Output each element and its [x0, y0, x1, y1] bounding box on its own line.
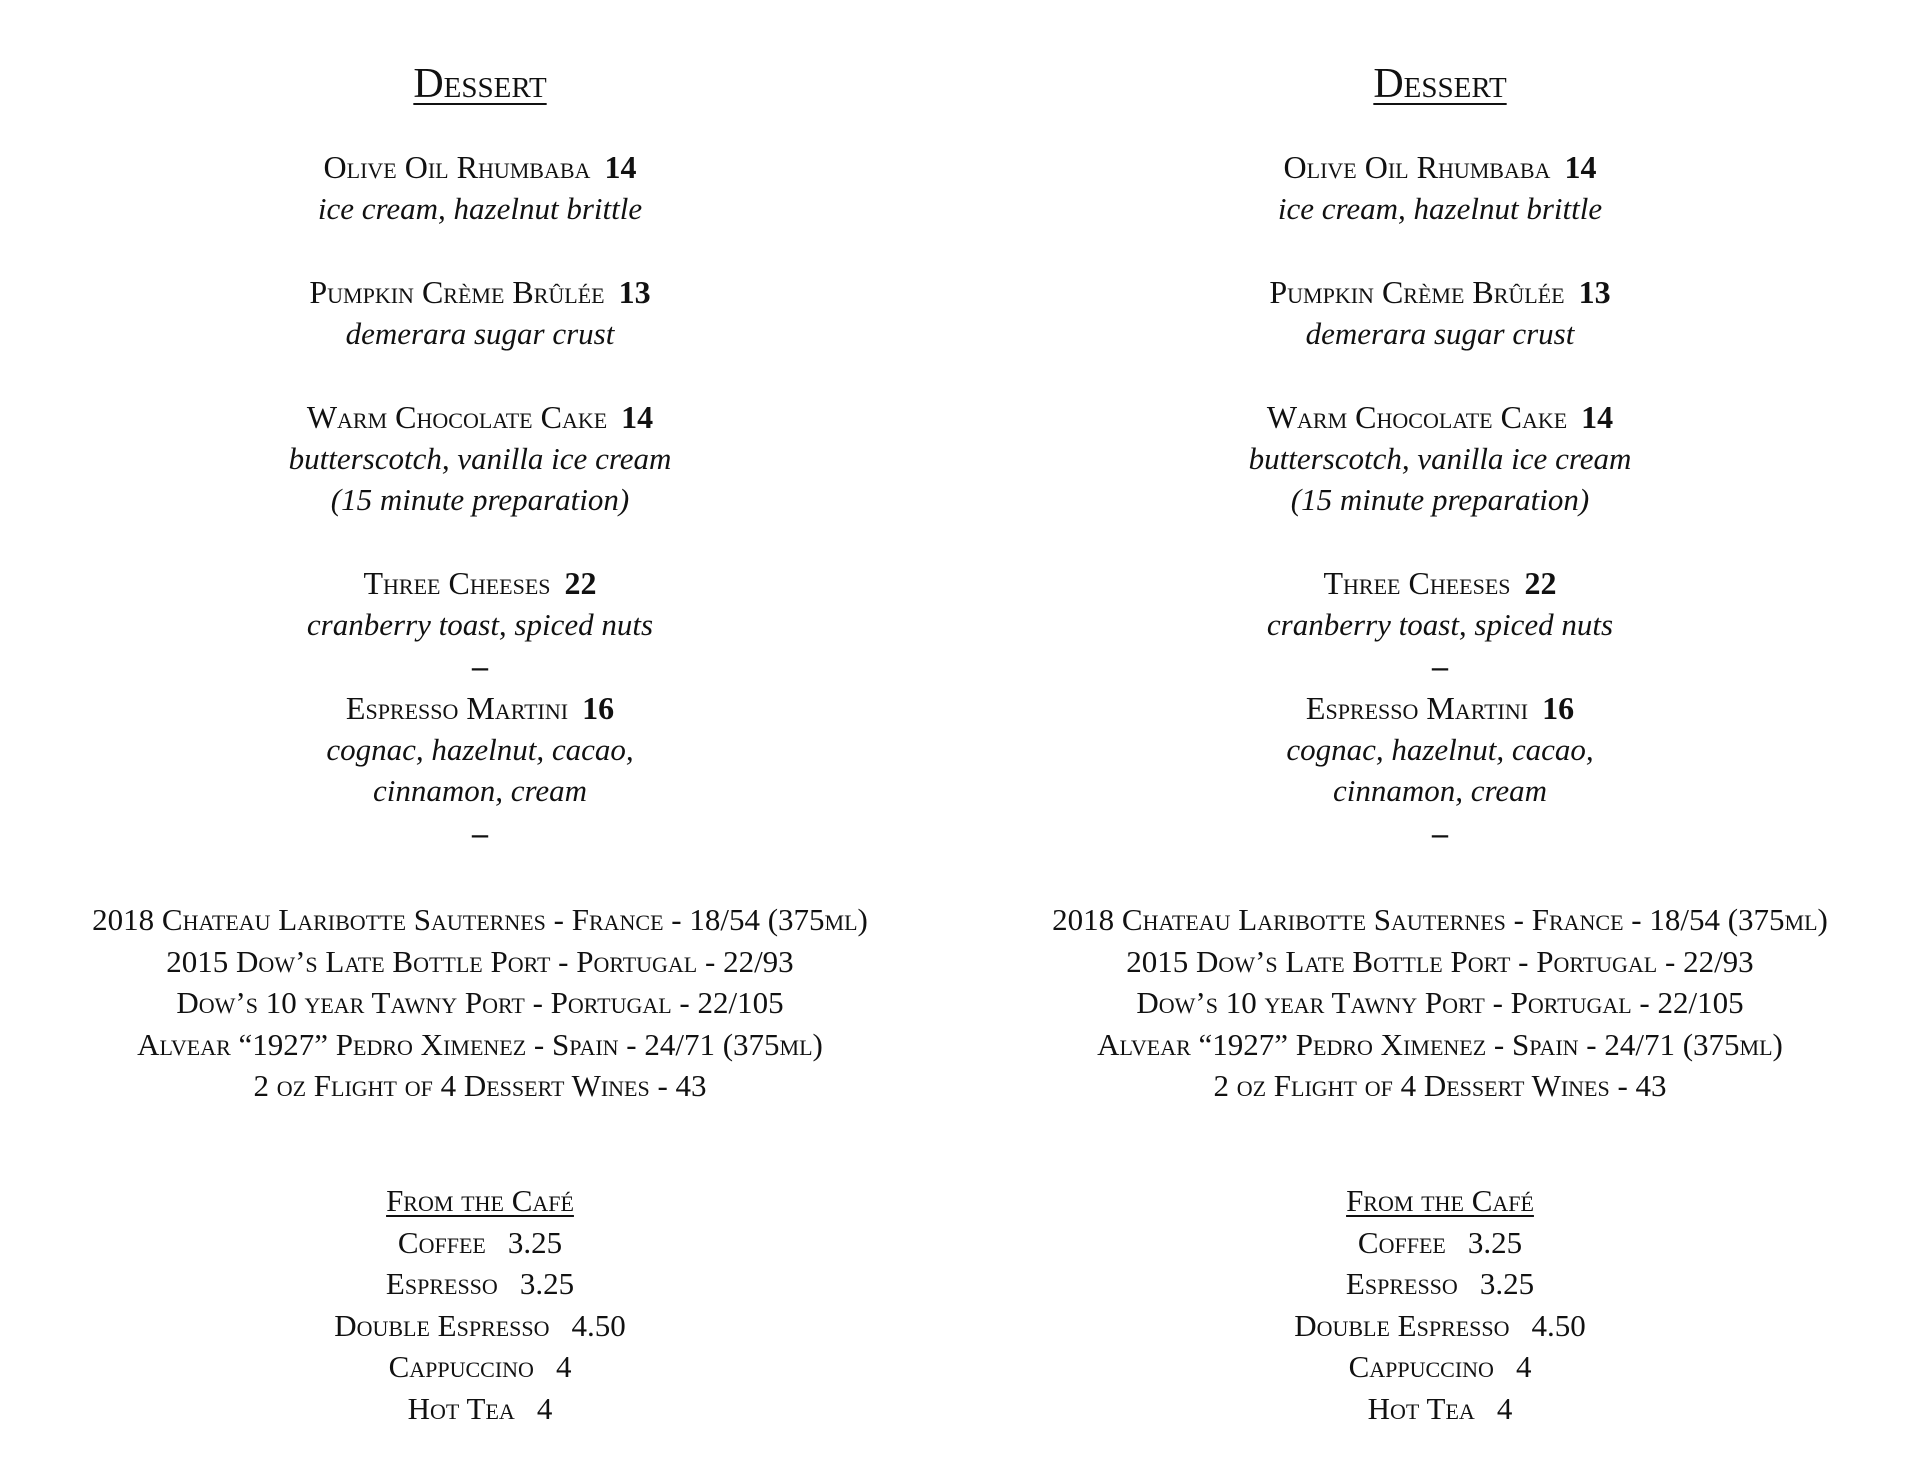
- cafe-section: [960, 1180, 1920, 1429]
- dish-item: [0, 562, 960, 645]
- dish-name: Three Cheeses: [1323, 565, 1511, 601]
- dish-item: [960, 146, 1920, 229]
- dish-description: cinnamon, cream: [372, 773, 588, 808]
- wine-item: 2 oz Flight of 4 Dessert Wines - 43: [253, 1068, 707, 1103]
- dish-price: 14: [1581, 399, 1614, 435]
- cafe-item: [0, 1346, 960, 1388]
- cafe-item: [0, 1305, 960, 1347]
- cafe-item: [960, 1222, 1920, 1264]
- separator-dash: –: [1432, 648, 1448, 684]
- dish-price: 13: [1578, 274, 1611, 310]
- dish-name: Pumpkin Crème Brûlée: [309, 274, 605, 310]
- cafe-item-price: 3.25: [519, 1266, 575, 1301]
- menu-page-right: [960, 0, 1920, 1484]
- cafe-item-name: Espresso: [385, 1266, 498, 1301]
- wine-item: 2018 Chateau Laribotte Sauternes - France - 18/54 (375ml): [1052, 902, 1828, 937]
- cafe-item-price: 4: [1496, 1390, 1513, 1426]
- dish-name: Warm Chocolate Cake: [306, 399, 608, 435]
- dish-price: 16: [1542, 690, 1575, 726]
- wine-item: 2015 Dow’s Late Bottle Port - Portugal - 22/93: [166, 943, 794, 979]
- cafe-item-name: Coffee: [397, 1224, 486, 1260]
- dish-price: 14: [1564, 149, 1597, 185]
- dessert-wine-list: [960, 899, 1920, 1107]
- cafe-item-name: Cappuccino: [1348, 1349, 1494, 1384]
- cafe-item: [960, 1388, 1920, 1430]
- cafe-title: From the Café: [386, 1183, 574, 1218]
- menu-title: Dessert: [1373, 61, 1507, 107]
- cafe-item: [0, 1263, 960, 1305]
- cafe-item-price: 4.50: [571, 1307, 626, 1343]
- dish-name: Olive Oil Rhumbaba: [1283, 149, 1551, 185]
- wine-item: 2015 Dow’s Late Bottle Port - Portugal - 22/93: [1126, 943, 1754, 979]
- dish-item: [960, 396, 1920, 520]
- cafe-item-price: 3.25: [1479, 1266, 1535, 1301]
- cafe-item-name: Hot Tea: [407, 1390, 515, 1426]
- dish-description: butterscotch, vanilla ice cream: [288, 441, 672, 476]
- wine-item: Dow’s 10 year Tawny Port - Portugal - 22/105: [1136, 985, 1744, 1020]
- dish-description: demerara sugar crust: [345, 316, 615, 351]
- dish-price: 16: [582, 690, 615, 726]
- cafe-item-price: 4: [536, 1390, 553, 1426]
- dish-description: cranberry toast, spiced nuts: [306, 607, 654, 642]
- cafe-item-name: Double Espresso: [1294, 1307, 1510, 1343]
- dish-price: 22: [1524, 565, 1557, 601]
- wine-item: Dow’s 10 year Tawny Port - Portugal - 22/105: [176, 985, 784, 1020]
- cafe-item-price: 4.50: [1531, 1307, 1586, 1343]
- separator-dash: –: [1432, 815, 1448, 851]
- cafe-item-price: 4: [1515, 1349, 1532, 1384]
- dish-name: Three Cheeses: [363, 565, 551, 601]
- cafe-item-price: 3.25: [507, 1224, 563, 1260]
- cafe-item-name: Coffee: [1357, 1224, 1446, 1260]
- dish-name: Warm Chocolate Cake: [1266, 399, 1568, 435]
- wine-item: 2018 Chateau Laribotte Sauternes - France - 18/54 (375ml): [92, 902, 868, 937]
- dish-item: [0, 396, 960, 520]
- cafe-section: [0, 1180, 960, 1429]
- cafe-item: [960, 1346, 1920, 1388]
- dish-description: ice cream, hazelnut brittle: [317, 191, 643, 226]
- dish-description: cinnamon, cream: [1332, 773, 1548, 808]
- dish-item: [0, 271, 960, 354]
- dish-item: [960, 687, 1920, 811]
- cafe-item-name: Hot Tea: [1367, 1390, 1475, 1426]
- cafe-item-name: Espresso: [1345, 1266, 1458, 1301]
- wine-item: 2 oz Flight of 4 Dessert Wines - 43: [1213, 1068, 1667, 1103]
- dish-price: 13: [618, 274, 651, 310]
- dish-name: Olive Oil Rhumbaba: [323, 149, 591, 185]
- cafe-item-name: Double Espresso: [334, 1307, 550, 1343]
- cafe-item: [960, 1305, 1920, 1347]
- menu-title: Dessert: [413, 61, 547, 107]
- dish-description: butterscotch, vanilla ice cream: [1248, 441, 1632, 476]
- cafe-item-price: 3.25: [1467, 1224, 1523, 1260]
- dish-item: [0, 146, 960, 229]
- dish-description: ice cream, hazelnut brittle: [1277, 191, 1603, 226]
- wine-item: Alvear “1927” Pedro Ximenez - Spain - 24/71 (375ml): [1097, 1026, 1783, 1062]
- dish-price: 14: [621, 399, 654, 435]
- dessert-wine-list: [0, 899, 960, 1107]
- cafe-item: [0, 1388, 960, 1430]
- dish-item: [960, 271, 1920, 354]
- dish-note: (15 minute preparation): [330, 482, 630, 517]
- dish-description: cognac, hazelnut, cacao,: [326, 732, 634, 767]
- wine-item: Alvear “1927” Pedro Ximenez - Spain - 24/71 (375ml): [137, 1026, 823, 1062]
- dish-price: 14: [604, 149, 637, 185]
- cafe-item-name: Cappuccino: [388, 1349, 534, 1384]
- dish-description: cognac, hazelnut, cacao,: [1286, 732, 1594, 767]
- dish-name: Pumpkin Crème Brûlée: [1269, 274, 1565, 310]
- separator-dash: –: [472, 815, 488, 851]
- dish-name: Espresso Martini: [1305, 690, 1529, 726]
- cafe-title: From the Café: [1346, 1183, 1534, 1218]
- dish-name: Espresso Martini: [345, 690, 569, 726]
- dish-note: (15 minute preparation): [1290, 482, 1590, 517]
- dish-item: [960, 562, 1920, 645]
- cafe-item: [0, 1222, 960, 1264]
- dish-description: cranberry toast, spiced nuts: [1266, 607, 1614, 642]
- dish-price: 22: [564, 565, 597, 601]
- cafe-item: [960, 1263, 1920, 1305]
- dish-description: demerara sugar crust: [1305, 316, 1575, 351]
- separator-dash: –: [472, 648, 488, 684]
- dish-item: [0, 687, 960, 811]
- cafe-item-price: 4: [555, 1349, 572, 1384]
